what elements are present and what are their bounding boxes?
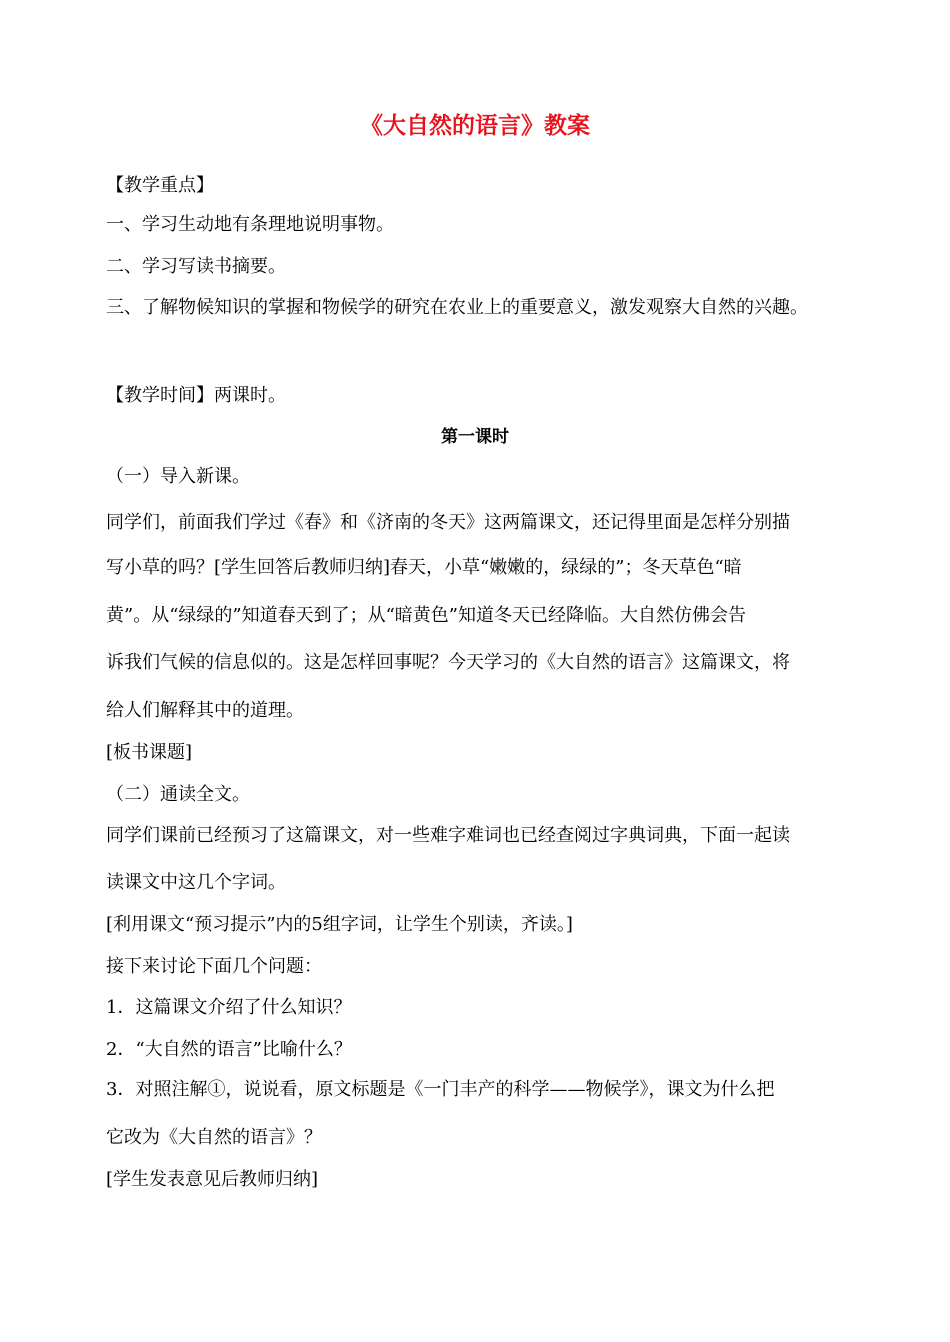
question-3-line-2: 它改为《大自然的语言》？ — [106, 1127, 322, 1148]
reading-paragraph-line-1: 同学们课前已经预习了这篇课文，对一些难字难词也已经查阅过字典词典，下面一起读 — [106, 825, 790, 846]
teaching-time: 【教学时间】两课时。 — [106, 385, 286, 406]
reading-paragraph-line-2: 读课文中这几个字词。 — [106, 872, 286, 893]
intro-paragraph-line-3: 黄”。从“绿绿的”知道春天到了；从“暗黄色”知道冬天已经降临。大自然仿佛会告 — [106, 605, 747, 626]
focus-heading: 【教学重点】 — [106, 175, 214, 196]
discussion-intro: 接下来讨论下面几个问题： — [106, 956, 322, 977]
board-note: [板书课题] — [106, 742, 193, 763]
preview-note: [利用课文“预习提示”内的5组字词，让学生个别读，齐读。] — [106, 914, 573, 935]
focus-item-2: 二、学习写读书摘要。 — [106, 256, 286, 277]
document-title: 《大自然的语言》教案 — [360, 113, 590, 139]
question-2: 2．“大自然的语言”比喻什么？ — [106, 1039, 352, 1060]
closing-note: [学生发表意见后教师归纳] — [106, 1169, 319, 1190]
intro-paragraph-line-2: 写小草的吗？[学生回答后教师归纳]春天，小草“嫩嫩的，绿绿的”；冬天草色“暗 — [106, 557, 742, 578]
question-1: 1．这篇课文介绍了什么知识？ — [106, 997, 352, 1018]
section-1-heading: （一）导入新课。 — [106, 466, 250, 487]
section-2-heading: （二）通读全文。 — [106, 784, 250, 805]
lesson-1-heading: 第一课时 — [441, 427, 509, 447]
focus-item-3: 三、了解物候知识的掌握和物候学的研究在农业上的重要意义，激发观察大自然的兴趣。 — [106, 297, 808, 318]
focus-item-1: 一、学习生动地有条理地说明事物。 — [106, 214, 394, 235]
intro-paragraph-line-4: 诉我们气候的信息似的。这是怎样回事呢？今天学习的《大自然的语言》这篇课文，将 — [106, 652, 790, 673]
intro-paragraph-line-5: 给人们解释其中的道理。 — [106, 700, 304, 721]
intro-paragraph-line-1: 同学们，前面我们学过《春》和《济南的冬天》这两篇课文，还记得里面是怎样分别描 — [106, 512, 790, 533]
question-3-line-1: 3．对照注解①，说说看，原文标题是《一门丰产的科学——物候学》，课文为什么把 — [106, 1079, 775, 1100]
